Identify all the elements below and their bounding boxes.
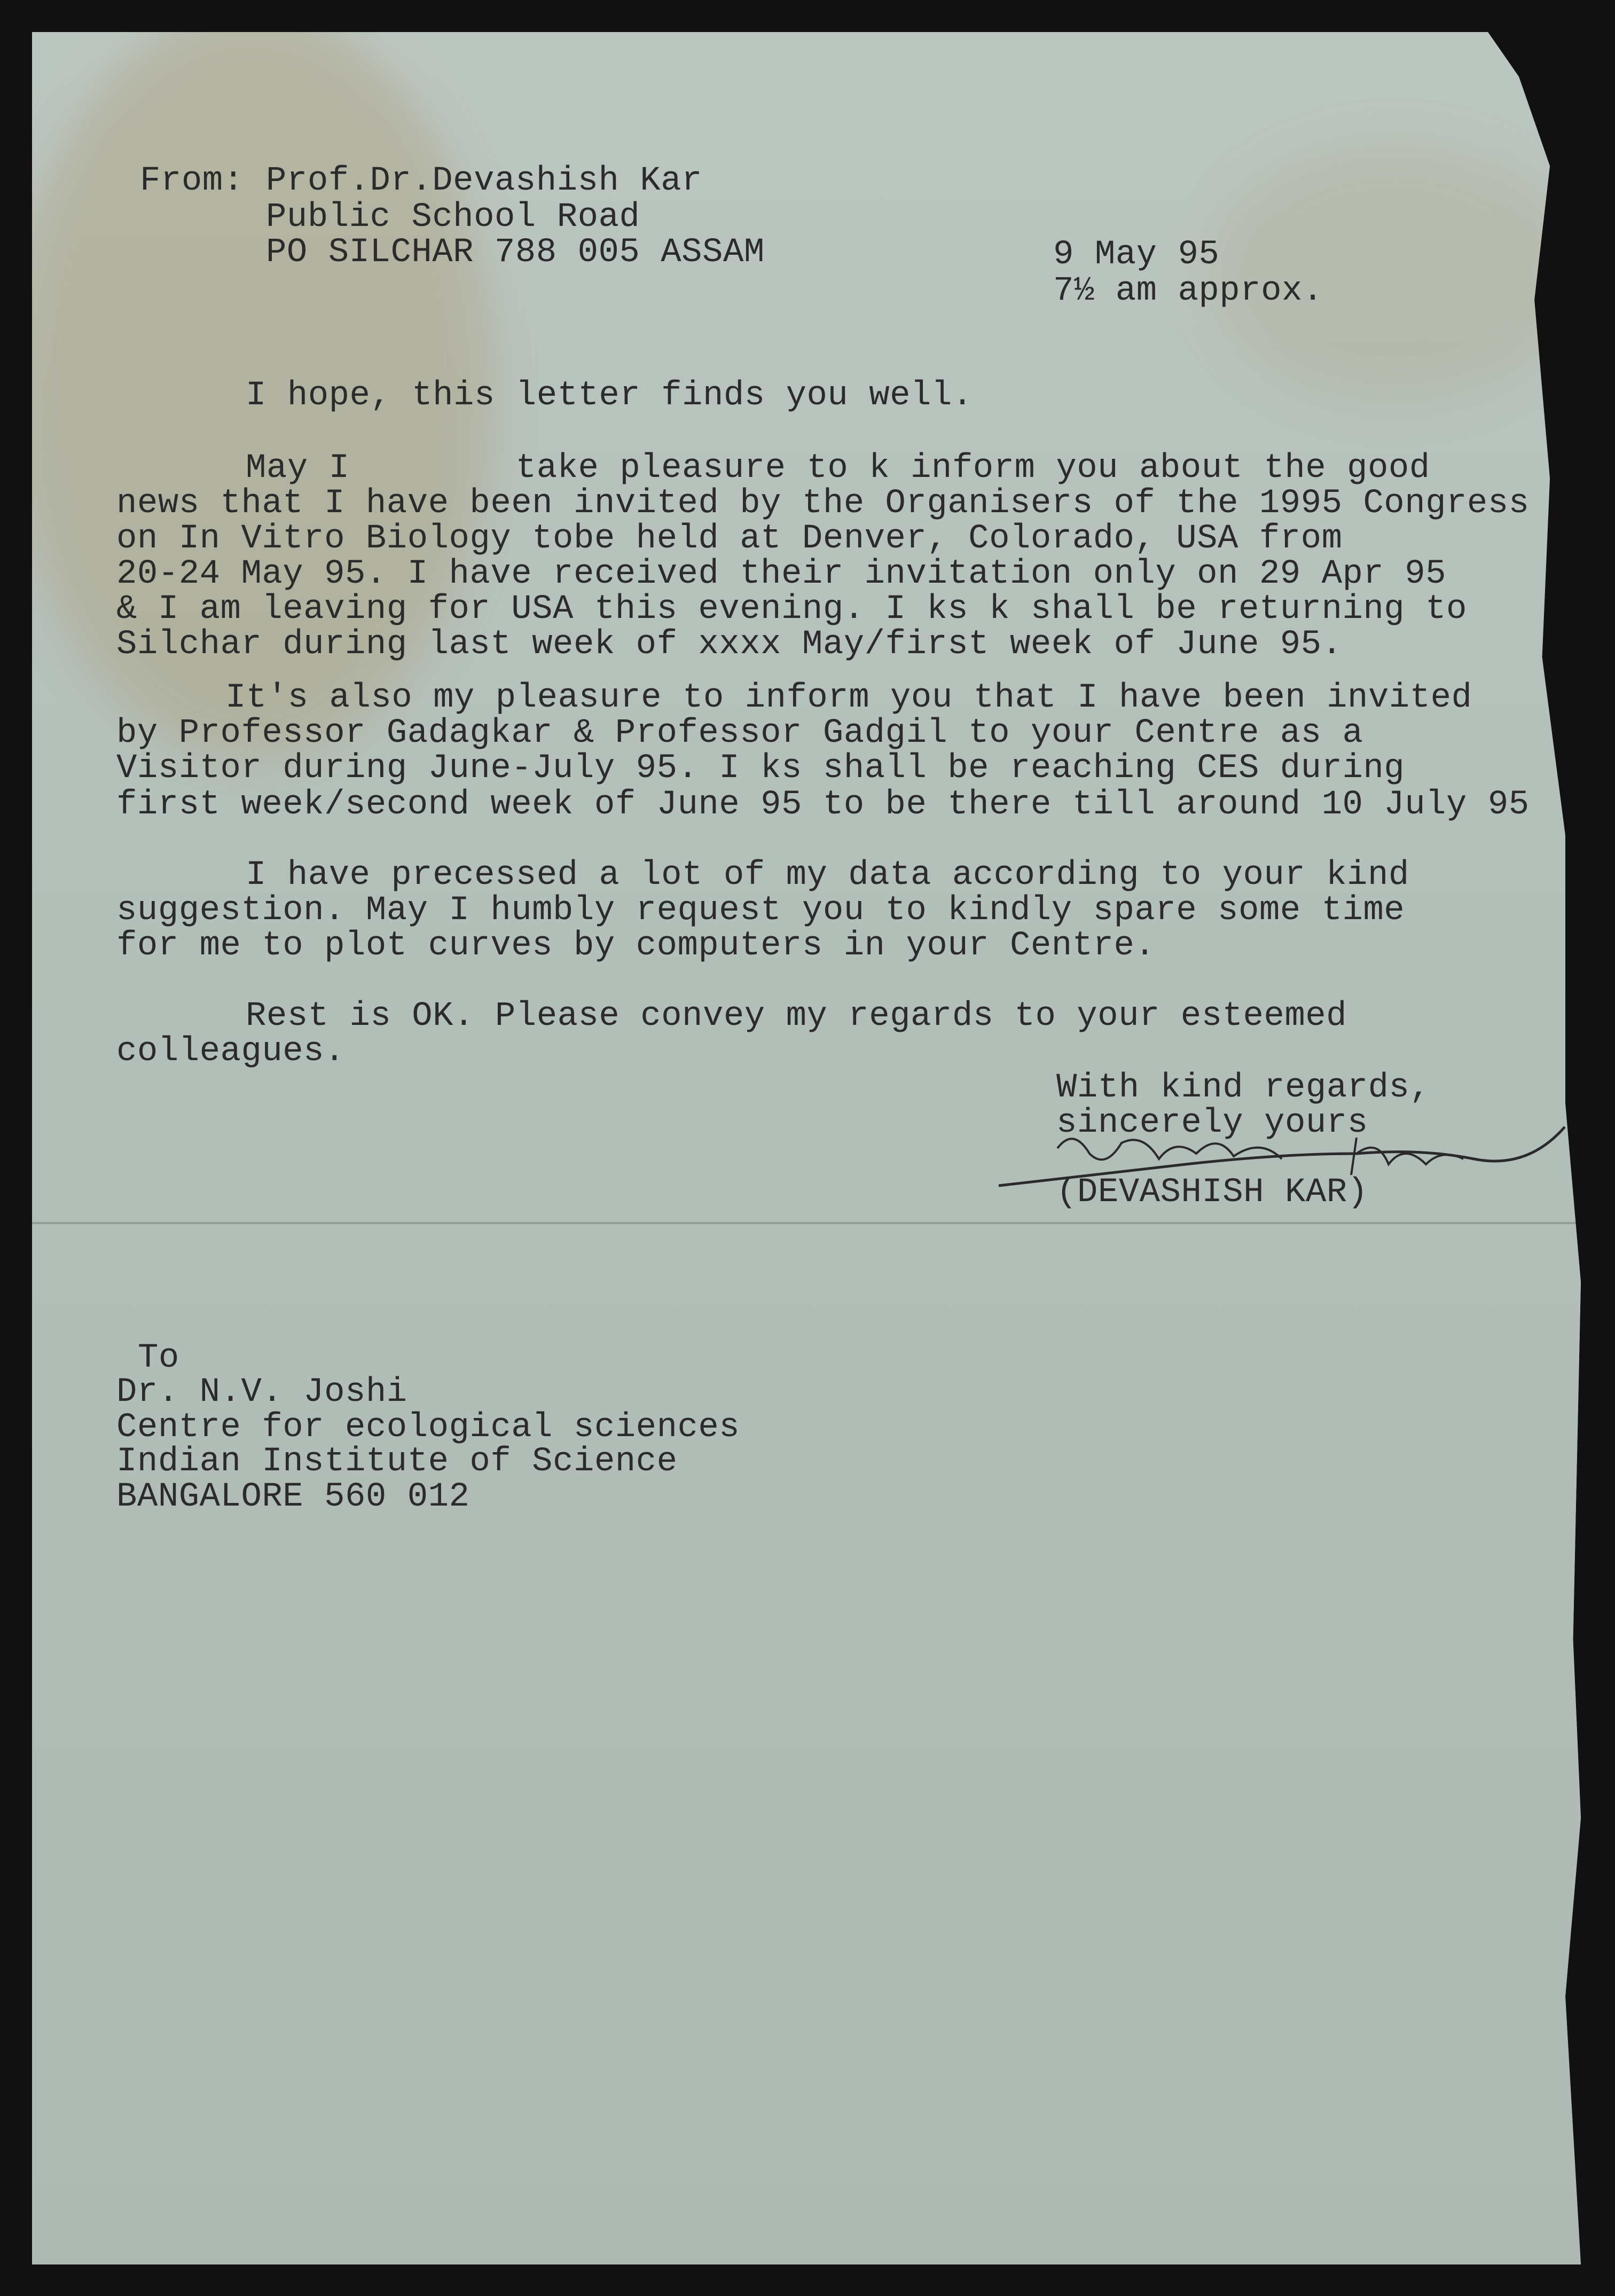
body-line: colleagues. [116,1032,345,1071]
body-line: Rest is OK. Please convey my regards to your esteemed [246,997,1347,1036]
body-line: I hope, this letter finds you well. [246,377,973,415]
typed-signature-name: (DEVASHISH KAR) [1056,1173,1368,1212]
sender-name: Prof.Dr.Devashish Kar [266,162,703,200]
paper-fold [32,1222,1581,1224]
recipient-name: Dr. N.V. Joshi [116,1373,407,1412]
letter-date: 9 May 95 [1053,236,1220,274]
body-line: May I take pleasure to k inform you about the good [246,449,1430,488]
recipient-dept: Centre for ecological sciences [116,1408,740,1447]
from-label: From: [140,162,244,200]
letter-time: 7½ am approx. [1053,272,1323,310]
closing-sincerely: sincerely yours [1056,1104,1368,1142]
recipient-institute: Indian Institute of Science [116,1443,678,1481]
body-line: Silchar during last week of xxxx May/first week of June 95. [116,625,1343,664]
body-line: suggestion. May I humbly request you to kindly spare some time [116,891,1405,930]
body-line: I have precessed a lot of my data according to your kind [246,856,1409,895]
body-line: for me to plot curves by computers in your Centre. [116,927,1156,965]
closing-regards: With kind regards, [1056,1069,1431,1107]
body-line: & I am leaving for USA this evening. I ks k shall be returning to [116,590,1467,629]
sender-street: Public School Road [266,198,640,237]
body-line: on In Vitro Biology tobe held at Denver, Colorado, USA from [116,520,1343,558]
body-line: 20-24 May 95. I have received their invitation only on 29 Apr 95 [116,555,1446,593]
body-line: Visitor during June-July 95. I ks shall be reaching CES during [116,749,1405,788]
body-line: It's also my pleasure to inform you that I have been invited [225,679,1472,717]
body-line: by Professor Gadagkar & Professor Gadgil to your Centre as a [116,714,1363,753]
recipient-city: BANGALORE 560 012 [116,1478,470,1516]
body-line: news that I have been invited by the Organisers of the 1995 Congress [116,484,1530,523]
to-label: To [138,1339,179,1377]
body-line: first week/second week of June 95 to be there till around 10 July 95 [116,786,1530,824]
sender-city: PO SILCHAR 788 005 ASSAM [266,233,765,272]
